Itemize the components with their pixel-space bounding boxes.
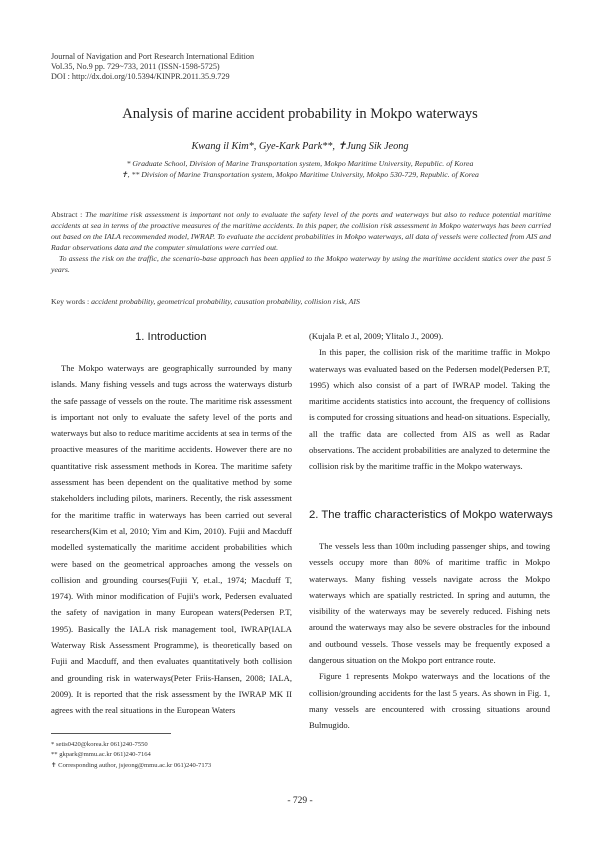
- journal-header: [51, 52, 254, 83]
- traffic-paragraph-1: The vessels less than 100m including passenger ships, and towing vessels occupy more than 80% of maritime traffic in Mokpo waterways. Many fishing vessels navigate across the Mokpo waterways which are spatially restricted. In spring and autumn, the visibility of the waterways may be severely reduced. Fishing nets around the waterways may also be severe obstracles for the inbound and outbound vessels. Those vessels may be frequently exposed a dangerous situation on the Mokpo port entrance route.: [309, 541, 550, 666]
- doi-link[interactable]: DOI : http://dx.doi.org/10.5394/KINPR.2011.35.9.729: [51, 72, 230, 82]
- abstract-label: Abstract :: [51, 210, 86, 219]
- footnote-3: ✝ Corresponding author, jsjeong@mmu.ac.kr 061)240-7173: [51, 761, 212, 769]
- intro-paragraph-2: In this paper, the collision risk of the maritime traffic in Mokpo waterways was evaluated based on the Pedersen model(Pedersen P.T, 1995) which also consist of a part of IWRAP model. Taking the maritime accidents statistics into account, the frequency of collisions is computed for crossing situations and head-on situations. Especially, all the traffic data are collected from AIS as well as Radar observations. The accident probabilities are analyzed to determine the collision risk by the maritime traffic in the Mokpo waterways.: [309, 347, 550, 472]
- traffic-paragraph-2: Figure 1 represents Mokpo waterways and the locations of the collision/grounding accidents for the last 5 years. As shown in Fig. 1, many vessels are encountered with crossing situations around Bulmugido.: [309, 671, 550, 731]
- section-2-heading: 2. The traffic characteristics of Mokpo waterways: [309, 509, 553, 521]
- abstract-paragraph-1: The maritime risk assessment is important not only to evaluate the safety level of the ports and waterways but also to reduce potential maritime accidents at sea in terms of the proactive measures of the maritime accidents. In this paper, the collision risk assessment in Mokpo waterways has been carried out based on the IALA recommended model, IWRAP. To evaluate the accident probabilities in Mokpo waterways, all data of vessels were collected from AIS and Radar observations data and the computer simulations were carried out.: [51, 210, 551, 252]
- abstract: [51, 210, 551, 275]
- page-number: - 729 -: [287, 796, 313, 806]
- right-column-top: [309, 328, 550, 475]
- keywords-label: Key words :: [51, 297, 92, 306]
- abstract-paragraph-2: To assess the risk on the traffic, the scenario-base approach has been applied to the Mokpo waterway by using the maritime accident statics over the past 5 years.: [51, 253, 551, 274]
- section-1-heading: 1. Introduction: [135, 331, 207, 343]
- paper-title: Analysis of marine accident probability in Mokpo waterways: [122, 106, 478, 122]
- affiliation-1: * Graduate School, Division of Marine Transportation system, Mokpo Maritime University, Republic. of Korea: [126, 159, 474, 168]
- footnotes: [51, 740, 211, 771]
- affiliation-2: ✝, ** Division of Marine Transportation system, Mokpo Maritime University, Mokpo 530-729, Republic. of Korea: [121, 170, 479, 179]
- volume-info: Vol.35, No.9 pp. 729~733, 2011 (ISSN-1598-5725): [51, 62, 220, 72]
- right-column-bottom: [309, 538, 550, 734]
- intro-continuation: (Kujala P. et al, 2009; Ylitalo J., 2009).: [309, 331, 444, 341]
- keywords-text: accident probability, geometrical probability, causation probability, collision risk, AIS: [91, 297, 360, 306]
- footnote-rule: [51, 733, 171, 734]
- intro-paragraph: The Mokpo waterways are geographically surrounded by many islands. Many fishing vessels and tugs across the waterways disturb the safe passage of vessels on the route. The maritime risk assessment is important not only to evaluate the safety level of the ports and waterways but also to reduce maritime accidents at sea in terms of the proactive measures of the maritime accidents. However there are no quantitative risk assessment methods in Korea. The maritime safety assessment has been dependent on the qualitative method by some stakeholders including pilots, mariners. Recently, the risk assessment for the maritime traffic in waterways has been carried out several researchers(Kim et al, 2010; Yim and Kim, 2010). Fujii and Macduff modelled systematically the maritime accident probabilities which were based on the geometrical approaches among the vessels on collision and grounding courses(Fujii Y, et.al., 1974; Macduff T, 1974). With minor modification of Fujii's work, Pedersen evaluated the safety of navigation in many European waters(Pedersen P.T, 1995). Basically the IALA risk management tool, IWRAP(IALA Waterway Risk Assessment Programme), is theoretically based on Fujii and Macduff, and then evaluates quantitatively both collision and grounding risk in waterways(Peter Friis-Hansen, 2008; IALA, 2009). It is reported that the risk assessment by the IWRAP MK II agrees with the real situations in the European Waters: [51, 363, 292, 716]
- author-list: Kwang il Kim*, Gye-Kark Park**, ✝Jung Sik Jeong: [191, 141, 409, 152]
- footnote-1: * setis0420@korea.kr 061)240-7550: [51, 741, 148, 748]
- left-column: [51, 360, 292, 719]
- journal-name: Journal of Navigation and Port Research International Edition: [51, 52, 255, 61]
- footnote-2: ** gkpark@mmu.ac.kr 061)240-7164: [51, 751, 151, 759]
- keywords: [51, 297, 551, 306]
